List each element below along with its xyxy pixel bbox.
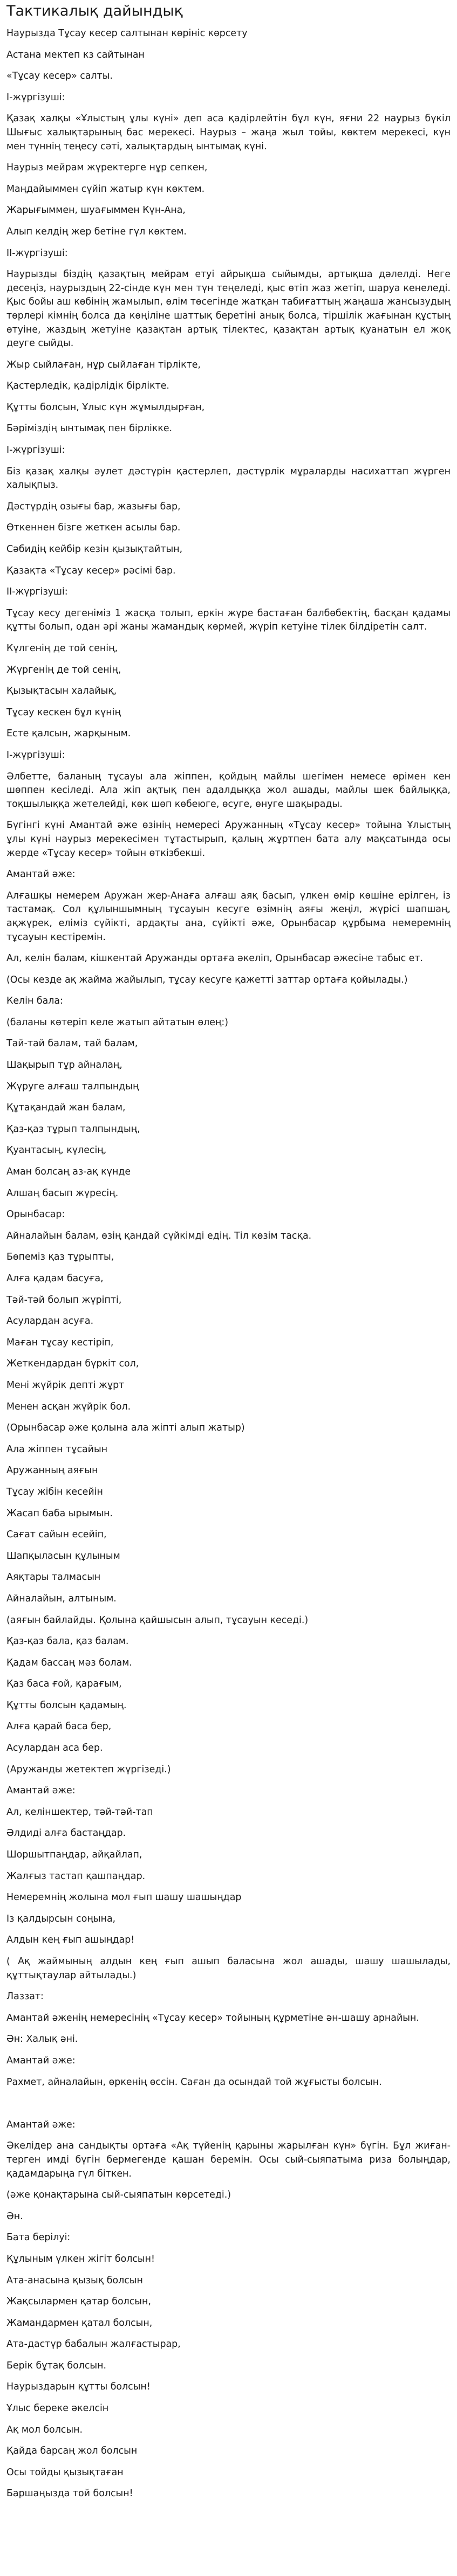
document-line: (әже қонақтарына сый-сыяпатын көрсетеді.): [6, 2190, 231, 2201]
document-line: Жүруге алғаш талпындың: [6, 1081, 139, 1092]
document-line: (аяғын байлайды. Қолына қайшысын алып, тұсауын кеседі.): [6, 1614, 309, 1626]
document-line: Алшаң басып жүресің.: [6, 1187, 119, 1199]
document-line: Келін бала:: [6, 996, 63, 1007]
document-line: Наурыз мейрам жүректерге нұр сепкен,: [6, 162, 208, 174]
document-line: Ата-дастүр бабалын жалғастырар,: [6, 2339, 181, 2350]
document-line: Берік бұтақ болсын.: [6, 2360, 107, 2371]
document-line: Сәбидің кейбір кезін қызықтайтын,: [6, 544, 183, 555]
document-line: Әлбетте, баланың тұсауы ала жіппен, қойдың майлы шегімен немесе өрімен кен шөппен кесіледі. Ала жіп ақтық пен адалдыққа жол ашады, майлы шек байлыққа, тоқшылыққа жетелейді, көк шөп көбеюге, өсуге, өнуге шақырады.: [6, 771, 451, 810]
document-line: Мені жүйрiк депті жұрт: [6, 1379, 125, 1391]
document-line: Жамандармен қатал болсын,: [6, 2317, 153, 2329]
document-title: Тактикалық дайындық: [6, 3, 183, 19]
document-line: Амантай әже:: [6, 2055, 76, 2066]
document-line: «Тұсау кесер» салты.: [6, 71, 113, 82]
document-line: Қуантасың, күлесің,: [6, 1145, 107, 1156]
document-line: ІІ-жүргізуші:: [6, 586, 68, 598]
document-line: Шапқыласын құлыным: [6, 1550, 120, 1562]
document-body: [6, 27, 451, 2501]
document-line: Осы тойды қызықтаған: [6, 2467, 124, 2478]
document-line: Маңдайыммен сүйіп жатыр күн көктем.: [6, 183, 205, 195]
document-line: Біз қазақ халқы әулет дәстүрін қастерлеп, дәстүрлік мұраларды насихаттап жүрген халықпыз.: [6, 466, 451, 491]
document-line: (Осы кезде ақ жайма жайылып, тұсау кесуге қажетті заттар ортаға қойылады.): [6, 974, 408, 985]
document-line: Баршаңызда той болсын!: [6, 2488, 133, 2499]
document-line: (Аружанды жетектеп жүргізеді.): [6, 1764, 171, 1775]
document-line: Есте қалсын, жарқыным.: [6, 728, 131, 740]
document-line: Жалғыз тастап қашпаңдар.: [6, 1870, 146, 1882]
document-line: Ән.: [6, 2211, 23, 2222]
document-line: Жақсылармен қатар болсын,: [6, 2296, 151, 2308]
document-line: Алға қадам басуға,: [6, 1273, 104, 1284]
document-line: Алдын кең ғып ашыңдар!: [6, 1935, 135, 1946]
document-line: Алып келдің жер бетіне гүл көктем.: [6, 226, 187, 237]
document-line: Қызықтасын халайық,: [6, 686, 117, 697]
document-line: Жасап баба ырымын.: [6, 1508, 113, 1519]
document-line: Тәй-тәй болып жүріпті,: [6, 1294, 122, 1306]
document-line: Жеткендардан бүркiт сол,: [6, 1358, 139, 1370]
document-line: Құтты болсын қадамың.: [6, 1700, 127, 1711]
document-line: [6, 2097, 451, 2111]
document-line: Ұлыс береке әкелсін: [6, 2403, 109, 2414]
document-line: Ата-анасына қызық болсын: [6, 2275, 143, 2286]
document-line: Бата берілуі:: [6, 2232, 71, 2243]
document-line: Шақырып тұр айналаң,: [6, 1060, 122, 1071]
document-line: І-жүргізуші:: [6, 92, 65, 103]
document-line: І-жүргізуші:: [6, 445, 65, 456]
document-line: Наурыздарын құтты болсын!: [6, 2381, 151, 2393]
document-line: Алға қарай баса бер,: [6, 1721, 112, 1732]
document-line: Айналайын балам, өзің қандай сүйкімді едің. Тіл көзім тасқа.: [6, 1230, 312, 1241]
document-line: Ала жіппен тұсайын: [6, 1444, 108, 1455]
document-line: Аяқтары талмасын: [6, 1572, 101, 1583]
document-line: Тай-тай балам, тай балам,: [6, 1038, 138, 1049]
document-line: Аман болсаң аз-ақ күнде: [6, 1166, 131, 1178]
document-line: ( Ақ жаймының алдын кең ғып ашып баласына жол ашады, шашу шашылады, құттықтаулар айтылады.): [6, 1956, 451, 1981]
document-line: Рахмет, айналайын, өркенің өссін. Саған да осындай той жұғысты болсын.: [6, 2076, 382, 2088]
document-line: Асулардан асуға.: [6, 1316, 94, 1327]
document-line: Тұсау кескен бұл күнің: [6, 707, 121, 718]
document-line: Әкелідер ана сандықты ортаға «Ақ түйенің қарыны жарылған күн» бүгін. Бұл жиған-терген имді бүгін бермегенде қашан беремін. Осы сый-сыяпатыма риза болыңдар, қадамдарыңа гүл біткен.: [6, 2140, 451, 2179]
document-line: Құтты болсын, Ұлыс күн жұмылдырған,: [6, 402, 205, 413]
document-line: Сағат сайын есейіп,: [6, 1529, 107, 1541]
document-line: Наурызда Тұсау кесер салтынан көрініс көрсету: [6, 28, 248, 39]
document-line: Әлдиді алға бастаңдар.: [6, 1828, 126, 1839]
document-line: Өткеннен бізге жеткен асылы бар.: [6, 522, 181, 534]
document-line: Лаззат:: [6, 1991, 44, 2002]
document-line: Жыр сыйлаған, нұр сыйлаған тірлікте,: [6, 359, 201, 370]
document-line: Ал, келіншектер, тәй-тәй-тап: [6, 1806, 153, 1818]
document-line: Амантай әже:: [6, 1785, 76, 1797]
document-line: Күлгенің де той сенің,: [6, 643, 118, 654]
document-line: Тұсау жібін кесейін: [6, 1486, 103, 1497]
document-line: Маған тұсау кестiрiп,: [6, 1337, 114, 1348]
document-line: Алғашқы немерем Аружан жер-Анаға алғаш аяқ басып, үлкен өмір көшіне ерілген, із тастамақ. Сол құлыншымның тұсауын кесуге өзімнің аяғы жеңіл, жүрісі шапшаң, ақжүрек, еліміз сүйікті, ардақты ана, сүйікті әже, Орынбасар құрбыма немеремнің тұсауын кестіремін.: [6, 890, 451, 943]
document-line: Тұсау кесу дегеніміз 1 жасқа толып, еркін жүре бастаған балбөбектің, басқан қадамы құтты болып, одан әрі жаны жамандық көрмей, жүріп кетуіне тілек білдіретін салт.: [6, 607, 451, 633]
document-line: ІІ-жүргізуші:: [6, 247, 68, 259]
document-line: Амантай әже:: [6, 2119, 76, 2130]
document-line: Аружанның аяғын: [6, 1465, 98, 1476]
document-line: Қаз-қаз тұрып талпындың,: [6, 1123, 140, 1135]
document-line: Наурызды біздің қазақтың мейрам етуі айрықша сыйымды, артықша дәлелді. Неге десеңіз, наурыздың 22-сінде күн мен түн теңеледі, қыс өтіп жаз жетіп, шаруа кенеледі. Қыс бойы аш көбінің жамылып, өлім төсегінде жатқан табиғаттың жаңаша жансызудың төрлері кімнің болса да көңіліне шаттық беретіні анық болса, тіршілік жағынан құстың өтуіне, жаздың жетуіне қазақтан артық тілектес, қазақтан артық қуанатын ел жоқ деуге сыйды.: [6, 269, 451, 349]
document-line: Қазақ халқы «Ұлыстың ұлы күні» деп аса қадірлейтін бұл күн, яғни 22 наурыз бүкіл Шығыс халықтарының бас мерекесі. Наурыз – жаңа жыл тойы, көктем мерекесі, күн мен түннің теңесу сәті, халықтардың ынтымақ күні.: [6, 113, 451, 152]
document-line: Жарығыммен, шуағыммен Күн-Ана,: [6, 205, 186, 216]
document-line: Жүргенің де той сенің,: [6, 664, 121, 675]
document-line: Қайда барсаң жол болсын: [6, 2446, 138, 2457]
document-line: Ал, келін балам, кішкентай Аружанды ортаға әкеліп, Орынбасар әжесіне табыс ет.: [6, 953, 424, 964]
document-line: Бәріміздің ынтымақ пен бірлікке.: [6, 423, 173, 434]
document-line: Асулардан аса бер.: [6, 1743, 103, 1754]
document-line: Амантай әже:: [6, 869, 76, 880]
document-line: Қаз баса ғой, қарағым,: [6, 1679, 122, 1690]
document-line: Із қалдырсын соңына,: [6, 1913, 116, 1924]
document-line: І-жүргізуші:: [6, 749, 65, 761]
document-line: Менен асқан жүйрiк бол.: [6, 1401, 131, 1412]
document-line: Дәстүрдің озығы бар, жазығы бар,: [6, 501, 181, 512]
document-line: Бөпемiз қаз тұрыпты,: [6, 1252, 114, 1263]
document-line: Құтақандай жан балам,: [6, 1102, 126, 1114]
document-line: (Орынбасар әже қолына ала жіпті алып жатыр): [6, 1422, 245, 1434]
document-line: Қастерледік, қадірлідік бірлікте.: [6, 381, 169, 392]
document-line: Қаз-қаз бала, қаз балам.: [6, 1636, 129, 1647]
document-line: Орынбасар:: [6, 1209, 65, 1220]
document-line: Немеремнің жолына мол ғып шашу шашыңдар: [6, 1892, 242, 1903]
document-line: Ән: Халық әні.: [6, 2034, 78, 2045]
document-line: Құлыным үлкен жігіт болсын!: [6, 2253, 155, 2264]
document-line: Қазақта «Тұсау кесер» рәсімі бар.: [6, 565, 176, 576]
document-line: (баланы көтеріп келе жатып айтатын өлең:): [6, 1017, 229, 1028]
document-line: Амантай әженің немересінің «Тұсау кесер» тойының құрметіне ән-шашу арнайын.: [6, 2012, 419, 2023]
document-line: Қадам бассаң мәз болам.: [6, 1657, 132, 1668]
document-line: Шоршытпаңдар, айқайлап,: [6, 1849, 142, 1861]
document-line: Астана мектеп кз сайтынан: [6, 49, 145, 60]
document-line: Ақ мол болсын.: [6, 2424, 83, 2435]
document-line: Бүгінгі күні Амантай әже өзінің немересі Аружанның «Тұсау кесер» тойына Ұлыстың ұлы күні наурыз мерекесімен тұтастырып, қалың жұртпен бата алу мақсатында осы жерде «Тұсау кесер» тойын өткізбекші.: [6, 820, 451, 859]
document-line: Айналайын, алтыным.: [6, 1593, 117, 1604]
